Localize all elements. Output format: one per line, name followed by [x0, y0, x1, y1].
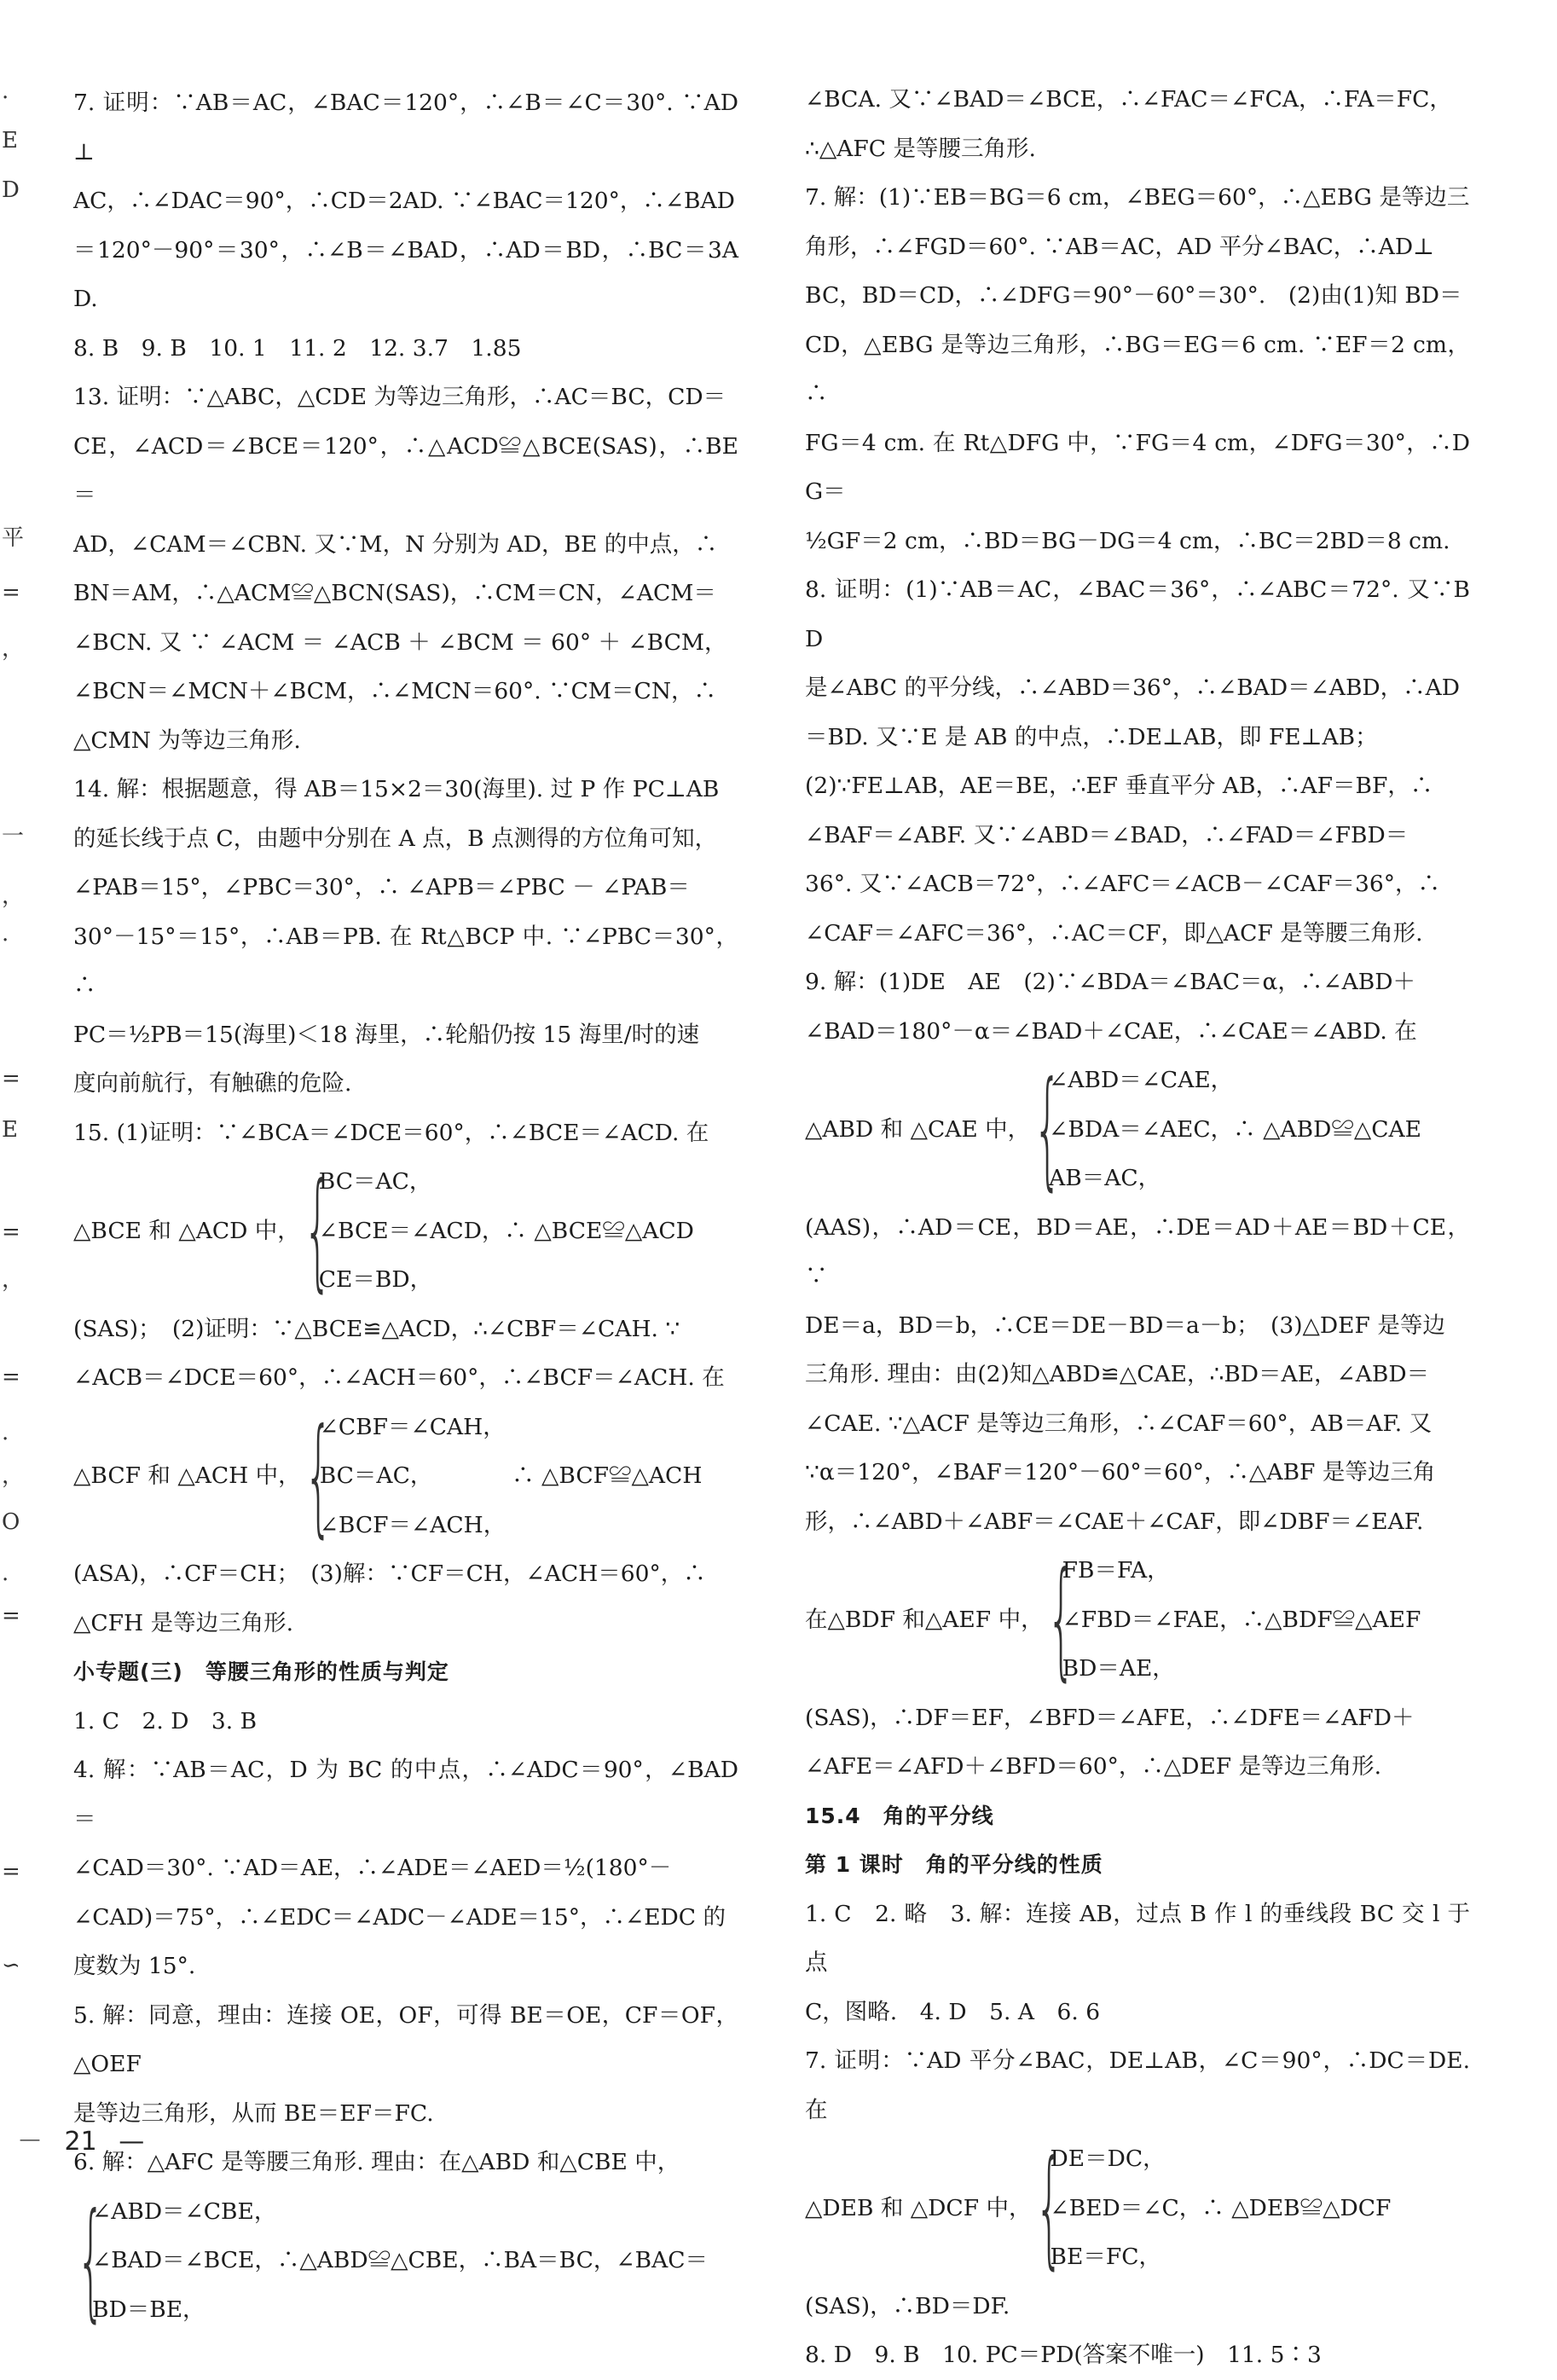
bleed-char: O [2, 1509, 20, 1535]
equation-system [73, 1403, 738, 1550]
answer-line: 8. 证明：(1)∵AB＝AC，∠BAC＝36°，∴∠ABC＝72°. 又∵BD [805, 576, 1470, 652]
answer-line: PC＝½PB＝15(海里)＜18 海里，∴轮船仍按 15 海里/时的速 [73, 1021, 700, 1048]
answer-line: △CMN 为等边三角形. [73, 727, 301, 754]
system-line: ∠ABD＝∠CAE， [1049, 1067, 1234, 1093]
brace-icon: { [1046, 1545, 1075, 1694]
bleed-char: ， [2, 1267, 25, 1293]
system-line: BC＝AC， ∴ △BCF≌△ACH [319, 1462, 703, 1489]
answer-line: (SAS)，∴DF＝EF，∠BFD＝∠AFE，∴∠DFE＝∠AFD＋ [805, 1704, 1415, 1731]
answer-line: ＝BD. 又∵E 是 AB 的中点，∴DE⊥AB，即 FE⊥AB； [805, 723, 1378, 750]
system-line: DE＝DC， [1050, 2145, 1166, 2172]
footer-dash: － [17, 2127, 43, 2157]
answer-line: ∴△AFC 是等腰三角形. [805, 135, 1036, 162]
answer-line: (AAS)，∴AD＝CE，BD＝AE，∴DE＝AD＋AE＝BD＋CE，∵ [805, 1213, 1470, 1289]
answer-line: (2)∵FE⊥AB，AE＝BE，∴EF 垂直平分 AB，∴AF＝BF，∴ [805, 773, 1433, 799]
answer-line: ∠BCN. 又 ∵ ∠ACM ＝ ∠ACB ＋ ∠BCM ＝ 60° ＋ ∠BCM， [73, 628, 727, 656]
system-prefix: △ABD 和 △CAE 中， [805, 1115, 1031, 1143]
answer-line: BC，BD＝CD，∴∠DFG＝90°－60°＝30°. (2)由(1)知 BD＝ [805, 282, 1462, 309]
system-line: CE＝BD， [318, 1266, 433, 1293]
answer-line: 15. (1)证明：∵∠BCA＝∠DCE＝60°，∴∠BCE＝∠ACD. 在 [73, 1119, 709, 1146]
system-line: ∠BCE＝∠ACD，∴ △BCE≌△ACD [318, 1217, 694, 1244]
equation-system [805, 1056, 1470, 1203]
bleed-char: = [2, 1066, 20, 1092]
bleed-char: E [2, 128, 18, 153]
answer-line: △CFH 是等边三角形. [73, 1609, 293, 1636]
answer-line: 是∠ABC 的平分线，∴∠ABD＝36°，∴∠BAD＝∠ABD，∴AD [805, 675, 1461, 701]
answer-line: ∠BAF＝∠ABF. 又∵∠ABD＝∠BAD，∴∠FAD＝∠FBD＝ [805, 821, 1409, 848]
equation-system [805, 1546, 1470, 1694]
answer-line: 是等边三角形，从而 BE＝EF＝FC. [73, 2099, 434, 2127]
answer-line: ∠CAF＝∠AFC＝36°，∴AC＝CF，即△ACF 是等腰三角形. [805, 919, 1423, 947]
section-heading: 小专题(三) 等腰三角形的性质与判定 [73, 1659, 449, 1684]
equation-system [73, 2187, 738, 2335]
system-line: FB＝FA， [1062, 1557, 1170, 1584]
right-column [805, 75, 1470, 2380]
equation-system [805, 2134, 1470, 2282]
bleed-char: . [2, 921, 9, 947]
bleed-char: . [2, 1561, 9, 1586]
answer-line: 7. 解：(1)∵EB＝BG＝6 cm，∠BEG＝60°，∴△EBG 是等边三 [805, 184, 1470, 211]
answer-line: ∠BAD＝180°－α＝∠BAD＋∠CAE，∴∠CAE＝∠ABD. 在 [805, 1017, 1417, 1045]
answer-line: 度向前航行，有触礁的危险. [73, 1070, 352, 1097]
left-margin-bleed [0, 0, 24, 2174]
answer-line: 7. 证明：∵AD 平分∠BAC，DE⊥AB，∠C＝90°，∴DC＝DE. 在 [805, 2047, 1470, 2123]
answer-line: 7. 证明：∵AB＝AC，∠BAC＝120°，∴∠B＝∠C＝30°. ∵AD⊥ [73, 90, 738, 165]
answer-line: 6. 解：△AFC 是等腰三角形. 理由：在△ABD 和△CBE 中， [73, 2149, 680, 2175]
answer-line: 的延长线于点 C，由题中分别在 A 点，B 点测得的方位角可知， [73, 825, 718, 852]
system-line: BD＝AE， [1062, 1655, 1175, 1682]
answer-line: (ASA)，∴CF＝CH； (3)解：∵CF＝CH，∠ACH＝60°，∴ [73, 1561, 706, 1587]
answer-line: 9. 解：(1)DE AE (2)∵∠BDA＝∠BAC＝α，∴∠ABD＋ [805, 969, 1415, 995]
answer-line: 5. 解：同意，理由：连接 OE，OF，可得 BE＝OE，CF＝OF，△OEF [73, 2001, 738, 2077]
system-prefix: △BCF 和 △ACH 中， [73, 1462, 301, 1489]
answer-line: ∠PAB＝15°，∠PBC＝30°，∴ ∠APB＝∠PBC － ∠PAB＝ [73, 874, 690, 900]
system-line: ∠ABD＝∠CBE， [92, 2198, 277, 2225]
answer-line: 8. D 9. B 10. PC＝PD(答案不唯一) 11. 5∶3 [805, 2342, 1322, 2368]
left-column [73, 78, 738, 2334]
bleed-char: E [2, 1117, 18, 1143]
answer-line: CD，△EBG 是等边三角形，∴BG＝EG＝6 cm. ∵EF＝2 cm，∴ [805, 331, 1470, 407]
answer-line: 14. 解：根据题意，得 AB＝15×2＝30(海里). 过 P 作 PC⊥AB [73, 776, 720, 802]
system-line: BD＝BE， [92, 2296, 205, 2323]
system-line: ∠CBF＝∠CAH， [319, 1413, 506, 1440]
answer-line: ＝120°－90°＝30°，∴∠B＝∠BAD，∴AD＝BD，∴BC＝3AD. [73, 236, 738, 312]
system-prefix: △BCE 和 △ACD 中， [73, 1217, 300, 1244]
bleed-char: = [2, 1859, 20, 1885]
answer-line: ∠BCN＝∠MCN＋∠BCM，∴∠MCN＝60°. ∵CM＝CN，∴ [73, 678, 717, 704]
answer-line: ∵α＝120°，∠BAF＝120°－60°＝60°，∴△ABF 是等边三角 [805, 1459, 1436, 1485]
bleed-char: ， [2, 636, 25, 662]
bleed-char: 一 [2, 824, 25, 849]
bleed-char: ， [2, 1463, 25, 1489]
answer-line: 36°. 又∵∠ACB＝72°，∴∠AFC＝∠ACB－∠CAF＝36°，∴ [805, 871, 1440, 897]
answer-line: BN＝AM，∴△ACM≌△BCN(SAS)，∴CM＝CN，∠ACM＝ [73, 580, 716, 606]
answer-line: ∠BCA. 又∵∠BAD＝∠BCE，∴∠FAC＝∠FCA，∴FA＝FC， [805, 86, 1452, 113]
answer-line: AD，∠CAM＝∠CBN. 又∵M，N 分别为 AD，BE 的中点，∴ [73, 530, 718, 558]
answer-line: 30°－15°＝15°，∴AB＝PB. 在 Rt△BCP 中. ∵∠PBC＝30°，∴ [73, 923, 738, 999]
brace-icon: { [1033, 1055, 1062, 1204]
system-prefix: 在△BDF 和△AEF 中， [805, 1606, 1044, 1633]
answer-line: 1. C 2. D 3. B [73, 1707, 258, 1734]
answer-line: (SAS)，∴BD＝DF. [805, 2292, 1010, 2319]
system-prefix: △DEB 和 △DCF 中， [805, 2194, 1032, 2221]
answer-line: 13. 证明：∵△ABC，△CDE 为等边三角形，∴AC＝BC，CD＝ [73, 384, 726, 410]
bleed-char: . [2, 78, 9, 104]
answer-line: 4. 解：∵AB＝AC，D 为 BC 的中点，∴∠ADC＝90°，∠BAD＝ [73, 1757, 738, 1833]
page-number: 21 [64, 2127, 97, 2157]
system-line: ∠FBD＝∠FAE，∴△BDF≌△AEF [1062, 1606, 1421, 1633]
answer-line: CE，∠ACD＝∠BCE＝120°，∴△ACD≌△BCE(SAS)，∴BE＝ [73, 432, 738, 508]
answer-line: ∠CAD)＝75°，∴∠EDC＝∠ADC－∠ADE＝15°，∴∠EDC 的 [73, 1903, 726, 1931]
bleed-char: 平 [2, 525, 25, 551]
answer-line: 8. B 9. B 10. 1 11. 2 12. 3.7 1.85 [73, 334, 522, 362]
bleed-char: . [2, 1420, 9, 1445]
answer-line: ∠ACB＝∠DCE＝60°，∴∠ACH＝60°，∴∠BCF＝∠ACH. 在 [73, 1364, 725, 1391]
answer-line: C，图略. 4. D 5. A 6. 6 [805, 1998, 1101, 2025]
answer-line: ∠CAD＝30°. ∵AD＝AE，∴∠ADE＝∠AED＝½(180°－ [73, 1855, 672, 1881]
system-line: ∠BED＝∠C，∴ △DEB≌△DCF [1050, 2194, 1392, 2221]
bleed-char: = [2, 1219, 20, 1245]
answer-line: 度数为 15°. [73, 1953, 196, 1979]
answer-line: ∠CAE. ∵△ACF 是等边三角形，∴∠CAF＝60°，AB＝AF. 又 [805, 1410, 1433, 1437]
bleed-char: ， [2, 883, 25, 909]
system-line: AB＝AC， [1049, 1165, 1161, 1191]
answer-line: 三角形. 理由：由(2)知△ABD≌△CAE，∴BD＝AE，∠ABD＝ [805, 1361, 1430, 1387]
brace-icon: { [303, 1156, 332, 1306]
system-line: ∠BDA＝∠AEC，∴ △ABD≌△CAE [1049, 1115, 1421, 1143]
section-heading: 15.4 角的平分线 [805, 1803, 994, 1828]
brace-icon: { [1034, 2134, 1063, 2283]
system-line: ∠BCF＝∠ACH， [319, 1511, 506, 1538]
answer-line: ½GF＝2 cm，∴BD＝BG－DG＝4 cm，∴BC＝2BD＝8 cm. [805, 527, 1450, 554]
answer-line: (SAS)； (2)证明：∵△BCE≌△ACD，∴∠CBF＝∠CAH. ∵ [73, 1315, 680, 1342]
footer-rule: — [119, 2127, 145, 2157]
answer-line: ∠AFE＝∠AFD＋∠BFD＝60°，∴△DEF 是等边三角形. [805, 1753, 1382, 1780]
answer-line: 角形，∴∠FGD＝60°. ∵AB＝AC，AD 平分∠BAC，∴AD⊥ [805, 233, 1435, 260]
answer-line: FG＝4 cm. 在 Rt△DFG 中，∵FG＝4 cm，∠DFG＝30°，∴DG＝ [805, 429, 1470, 505]
system-line: ∠BAD＝∠BCE，∴△ABD≌△CBE，∴BA＝BC，∠BAC＝ [92, 2247, 709, 2273]
system-line: BE＝FC， [1050, 2244, 1161, 2270]
brace-icon: { [76, 2186, 106, 2335]
bleed-char: = [2, 1364, 20, 1390]
system-line: BC＝AC， [318, 1168, 432, 1195]
equation-system [73, 1157, 738, 1305]
answer-line: 1. C 2. 略 3. 解：连接 AB，过点 B 作 l 的垂线段 BC 交 l 于点 [805, 1900, 1470, 1976]
bleed-char: = [2, 1603, 20, 1629]
lesson-heading: 第 1 课时 角的平分线的性质 [805, 1852, 1103, 1877]
bleed-char: = [2, 580, 20, 605]
bleed-char: D [2, 177, 20, 203]
page-footer [17, 2120, 158, 2157]
brace-icon: { [304, 1401, 333, 1550]
answer-line: AC，∴∠DAC＝90°，∴CD＝2AD. ∵∠BAC＝120°，∴∠BAD [73, 188, 735, 214]
answer-line: 形，∴∠ABD＋∠ABF＝∠CAE＋∠CAF，即∠DBF＝∠EAF. [805, 1508, 1424, 1535]
answer-line: DE＝a，BD＝b，∴CE＝DE－BD＝a－b； (3)△DEF 是等边 [805, 1312, 1445, 1339]
bleed-char: ∽ [2, 1953, 20, 1978]
